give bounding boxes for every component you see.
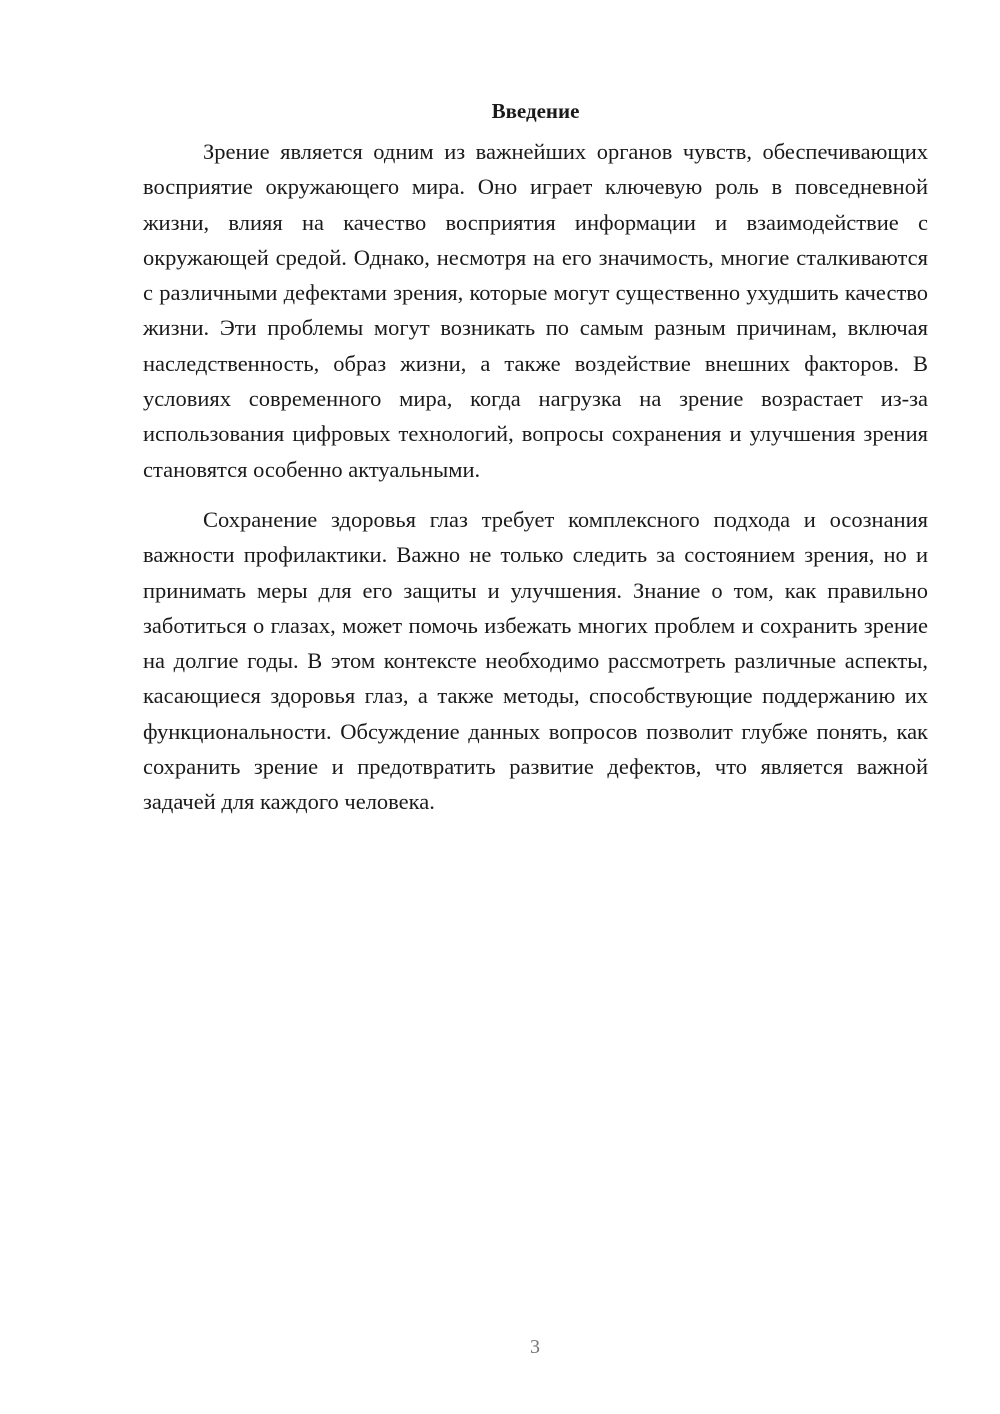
paragraph-1: Зрение является одним из важнейших органов чувств, обеспечивающих восприятие окружающего мира. Оно играет ключевую роль в повседневной жизни, влияя на качество восприятия информации и взаимодействие с окружающей средой. Однако, несмотря на его значимость, многие сталкиваются с различными дефектами зрения, которые могут существенно ухудшить качество жизни. Эти проблемы могут возникать по самым разным причинам, включая наследственность, образ жизни, а также воздействие внешних факторов. В условиях современного мира, когда нагрузка на зрение возрастает из-за использования цифровых технологий, вопросы сохранения и улучшения зрения становятся особенно актуальными.	[143, 139, 928, 482]
section-heading: Введение	[491, 99, 580, 123]
paragraph-2: Сохранение здоровья глаз требует комплексного подхода и осознания важности профилактики. Важно не только следить за состоянием зрения, но и принимать меры для его защиты и улучшения. Знание о том, как правильно заботиться о глазах, может помочь избежать многих проблем и сохранить зрение на долгие годы. В этом контексте необходимо рассмотреть различные аспекты, касающиеся здоровья глаз, а также методы, способствующие поддержанию их функциональности. Обсуждение данных вопросов позволит глубже понять, как сохранить зрение и предотвратить развитие дефектов, что является важной задачей для каждого человека.	[143, 506, 928, 815]
page-content	[143, 97, 928, 820]
page-number: 3	[530, 1336, 540, 1358]
